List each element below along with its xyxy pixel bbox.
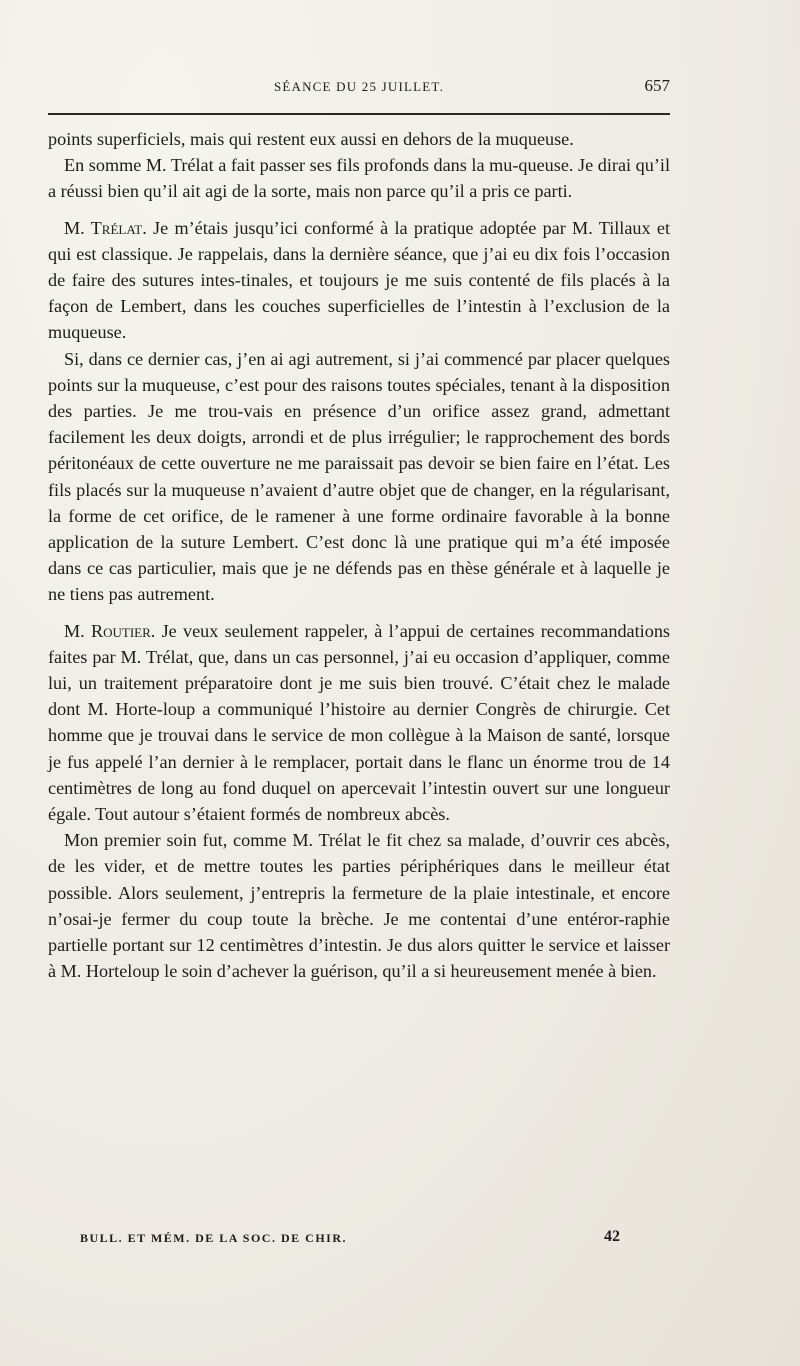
- bulletin-title: BULL. ET MÉM. DE LA SOC. DE CHIR.: [80, 1231, 347, 1245]
- running-title: SÉANCE DU 25 JUILLET.: [273, 79, 445, 94]
- page-footer: [80, 1228, 620, 1252]
- header-rule: [48, 113, 670, 115]
- paragraph-routier: [48, 618, 670, 828]
- signature-mark: 42: [604, 1228, 620, 1245]
- page-number: 657: [644, 76, 670, 95]
- speaker-trelat: M. Trélat.: [64, 217, 147, 238]
- speaker-routier: M. Routier.: [64, 620, 156, 641]
- paragraph-6: Mon premier soin fut, comme M. Trélat le fit chez sa malade, d’ouvrir ces abcès, de les vider, et de mettre toutes les parties périphériques dans le meilleur état possible. Alors seulement, j’entrepris la fermeture de la plaie intestinale, et encore n’osai-je fermer du coup toute la brèche. Je me contentai d’une entéror-raphie partielle portant sur 12 centimètres d’intestin. Je dus alors quitter le service et laisser à M. Horteloup le soin d’achever la guérison, qu’il a si heureusement menée à bien.: [48, 830, 670, 982]
- running-header: [48, 76, 670, 102]
- paragraph-4: Si, dans ce dernier cas, j’en ai agi autrement, si j’ai commencé par placer quelques points sur la muqueuse, c’est pour des raisons toutes spéciales, tenant à la disposition des parties. Je me trou-vais en présence d’un orifice assez grand, admettant facilement les deux doigts, arrondi et de plus irrégulier; le rapprochement des bords péritonéaux de cette ouverture ne me paraissait pas devoir se bien faire en l’état. Les fils placés sur la muqueuse n’avaient d’autre objet que de changer, en la régularisant, la forme de cet orifice, de le ramener à une forme ordinaire favorable à la bonne application de la suture Lembert. C’est donc là une pratique qui m’a été imposée dans ce cas particulier, mais que je ne défends pas en thèse générale et à laquelle je ne tiens pas autrement.: [48, 348, 670, 605]
- paragraph-2: En somme M. Trélat a fait passer ses fils profonds dans la mu-queuse. Je dirai qu’il a réussi bien qu’il ait agi de la sorte, mais non parce qu’il a pris ce parti.: [48, 155, 670, 202]
- paragraph-trelat: [48, 215, 670, 346]
- paragraph-trelat-text: Je m’étais jusqu’ici conformé à la pratique adoptée par M. Tillaux et qui est classique. Je rappelais, dans la dernière séance, que j’ai eu dix fois l’occasion de faire des sutures intes-tinales, et toujours je me suis contenté de fils placés à la façon de Lembert, dans les couches superficielles de l’intestin à l’exclusion de la muqueuse.: [48, 217, 671, 343]
- paragraph-routier-text: Je veux seulement rappeler, à l’appui de certaines recommandations faites par M. Trélat, que, dans un cas personnel, j’ai eu occasion d’appliquer, comme lui, un traitement préparatoire dont je me suis bien trouvé. C’était chez le malade dont M. Horte-loup a communiqué l’histoire au dernier Congrès de chirurgie. Cet homme que je trouvai dans le service de mon collègue à la Maison de santé, lorsque je fus appelé l’an dernier à le remplacer, portait dans le flanc un énorme trou de 14 centimètres de long au fond duquel on apercevait l’intestin ouvert sur une longueur égale. Tout autour s’étaient formés de nombreux abcès.: [48, 620, 670, 825]
- paragraph-1: points superficiels, mais qui restent eux aussi en dehors de la muqueuse.: [48, 129, 574, 149]
- body-text: [48, 126, 670, 985]
